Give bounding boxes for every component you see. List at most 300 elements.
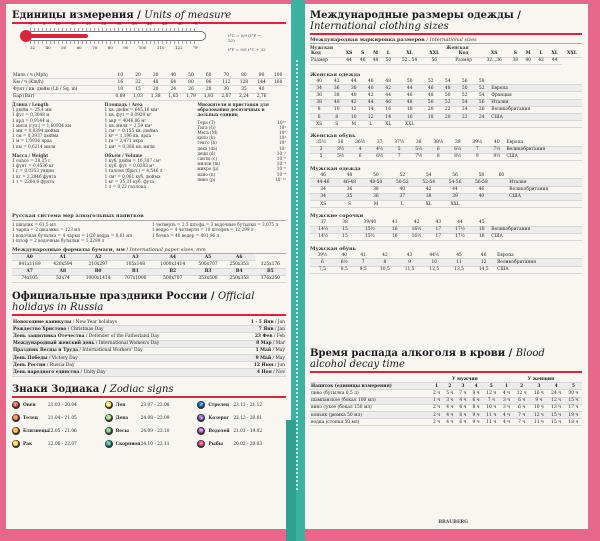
- female-shoes-cell: 38½: [427, 140, 449, 147]
- female-clothes-row: [310, 85, 582, 92]
- shirts-cell: 38: [337, 219, 354, 226]
- shirts-cell: 17: [430, 226, 447, 233]
- male-clothes-cell: 38: [363, 186, 389, 193]
- male-clothes-cell: 50-52: [389, 179, 415, 186]
- female-clothes-cell: 26: [473, 106, 490, 113]
- alcohol-cell: шампанское (бокал 100 мл): [310, 397, 430, 404]
- alcohol-cell: 19 ч: [565, 411, 582, 418]
- speed-cell: 2,24: [235, 93, 253, 100]
- right-page: [304, 4, 588, 529]
- female-shoes-cell: 7½: [488, 146, 505, 153]
- marking-cell: L: [535, 50, 548, 57]
- female-clothes-cell: Великобритания: [490, 106, 582, 113]
- zodiac-icon: ♓: [198, 441, 205, 447]
- alcohol-cell: 4 ч: [500, 411, 513, 418]
- marking-cell: S: [509, 50, 522, 57]
- fahrenheit-tick-label: 32: [30, 45, 36, 50]
- paper-cell: B2: [153, 268, 192, 275]
- male-shoes-cell: 7,5: [310, 266, 335, 273]
- female-clothes-cell: 12: [362, 113, 379, 120]
- celsius-tick-label: 0: [30, 21, 33, 26]
- shirts-cell: 15½: [353, 226, 386, 233]
- alcohol-cell: 11 ч: [530, 419, 547, 426]
- female-shoes-cell: 36: [332, 140, 349, 147]
- female-shoes-row: [310, 146, 582, 153]
- male-clothes-cell: 35: [336, 193, 362, 200]
- male-shoes-row: [310, 266, 582, 273]
- alcohol-cell: 12 ч: [548, 397, 565, 404]
- female-shoes-cell: 3½: [332, 146, 349, 153]
- alcohol-cell: 2 ч: [430, 404, 443, 411]
- male-shoes-row: [310, 252, 582, 259]
- shirts-cell: 18: [473, 226, 490, 233]
- alcohol-cell: 15 ч: [565, 397, 582, 404]
- speed-cell: 2,07: [217, 93, 235, 100]
- holiday-row: [12, 354, 286, 361]
- male-shoes-cell: 42: [373, 252, 398, 259]
- male-clothes-cell: 36: [363, 193, 389, 200]
- male-clothes-cell: S: [336, 201, 362, 208]
- prefix-value: 10⁹: [279, 124, 287, 130]
- speed-cell: 35: [235, 86, 253, 93]
- holiday-row: [12, 362, 286, 369]
- alcohol-cell: 10 ч: [483, 404, 500, 411]
- alcohol-decay-section: [310, 348, 582, 426]
- female-clothes-cell: 54: [456, 99, 473, 106]
- female-shoes-cell: 3: [310, 146, 332, 153]
- male-clothes-cell: 56-58: [468, 179, 494, 186]
- holiday-date-ru: 23 Фев: [254, 333, 273, 339]
- paper-cell: 1000x1414: [78, 275, 117, 282]
- holiday-name: [12, 354, 232, 361]
- fahrenheit-tick-label: 100: [138, 45, 147, 50]
- zodiac-dates: 22.05 - 21.06: [48, 428, 77, 434]
- holiday-name-en: / Christmas Day: [66, 326, 104, 332]
- speed-cell: 80: [182, 79, 200, 86]
- speed-cell: Км / ч (Km/h): [12, 79, 112, 86]
- paper-cell: A5: [192, 254, 223, 261]
- holidays-heading: Официальные праздники России / Official holidays in Russia: [12, 291, 286, 316]
- zodiac-dates: 24.08 - 23.09: [140, 415, 170, 421]
- zodiac-name: Близнецы: [23, 428, 49, 434]
- female-clothes-cell: XS: [310, 121, 328, 128]
- female-shoes-cell: 40: [488, 140, 505, 147]
- paper-cell: 125x176: [255, 261, 286, 268]
- alcohol-cell: водка (стопка 50 мл): [310, 419, 430, 426]
- female-clothes-cell: 40: [328, 99, 345, 106]
- female-clothes-cell: 54: [439, 78, 456, 85]
- fahrenheit-tick-label: 70: [92, 45, 98, 50]
- shirts-cell: 14½: [310, 226, 337, 233]
- shirts-cell: 17½: [447, 226, 474, 233]
- fahrenheit-tick-label: °F: [193, 45, 198, 50]
- alcohol-cell: 15 ч: [548, 411, 565, 418]
- female-clothes-cell: 36: [310, 92, 328, 99]
- male-clothes-cell: 54: [416, 172, 442, 179]
- female-shoes-cell: 7½: [410, 153, 427, 160]
- zodiac-icon: ♒: [198, 428, 205, 434]
- alcohol-cell: 11 ч: [483, 411, 500, 418]
- female-clothes-cell: 14: [362, 106, 379, 113]
- measure-lists: [12, 102, 286, 189]
- celsius-tick-label: 5: [42, 21, 46, 26]
- paper-row: [12, 268, 286, 275]
- alcohol-cell: 17 ч: [565, 404, 582, 411]
- holiday-name: [12, 340, 232, 347]
- paper-cell: A7: [12, 268, 47, 275]
- marking-cell: 40: [522, 57, 535, 64]
- speed-cell: 1,93: [200, 93, 218, 100]
- paper-row: [12, 254, 286, 261]
- zodiac-sign: [105, 401, 194, 409]
- zodiac-sign: [12, 401, 101, 409]
- zodiac-sign: [197, 427, 286, 435]
- male-clothes-cell: 48: [336, 172, 362, 179]
- holiday-date: [232, 333, 286, 340]
- marking-cell: M: [522, 50, 535, 57]
- male-shoes-cell: 46: [471, 252, 496, 259]
- mass-item: 1 кг = 2,2046 фунта: [12, 173, 57, 179]
- alcohol-cell: 4 ч: [443, 419, 456, 426]
- male-clothes-cell: 40: [468, 193, 494, 200]
- female-clothes-cell: XL: [379, 121, 397, 128]
- male-shoes-cell: 14,5: [471, 266, 496, 273]
- male-shoes-cell: 9,5: [354, 266, 373, 273]
- female-clothes-cell: 58: [473, 78, 490, 85]
- female-clothes-cell: 48: [397, 99, 422, 106]
- female-clothes-cell: M: [345, 121, 362, 128]
- paper-cell: A8: [47, 268, 78, 275]
- female-clothes-cell: 12: [345, 106, 362, 113]
- alcohol-col: 2: [513, 383, 530, 390]
- female-clothes-cell: 52: [456, 92, 473, 99]
- bookmark-ribbon: [286, 420, 296, 541]
- male-clothes-cell: 38: [416, 193, 442, 200]
- female-clothes-cell: Европа: [490, 85, 582, 92]
- alcohol-cell: вино сухое (бокал 150 мл): [310, 404, 430, 411]
- female-clothes-row: [310, 78, 582, 85]
- female-shoes-cell: 4: [349, 146, 371, 153]
- alcohol-header-empty: [310, 376, 430, 383]
- shirts-cell: 16: [386, 233, 403, 240]
- female-clothes-cell: 48: [422, 92, 439, 99]
- alcohol-subheader-row: [310, 383, 582, 390]
- speed-cell: 160: [270, 79, 286, 86]
- female-clothes-cell: S: [328, 121, 345, 128]
- paper-cell: 210x297: [78, 261, 117, 268]
- speed-cell: 96: [200, 79, 218, 86]
- male-shoes-cell: 6½: [335, 259, 354, 266]
- female-clothes-cell: [490, 78, 582, 85]
- area-item: 1 акр = 4046,86 м²: [104, 117, 147, 123]
- paper-cell: 176x250: [255, 275, 286, 282]
- celsius-tick-label: °C: [192, 21, 198, 26]
- male-clothes-row: [310, 186, 582, 193]
- paper-cell: 500x707: [192, 261, 223, 268]
- female-shoes-cell: 5: [310, 153, 332, 160]
- alcohol-cell: 12 ч: [530, 411, 547, 418]
- holiday-name-ru: Новогодние каникулы: [13, 319, 72, 325]
- male-clothes-row: [310, 172, 582, 179]
- alcohol-col: 1: [430, 383, 443, 390]
- paper-cell: B3: [192, 268, 223, 275]
- prefix-name: санти (c): [197, 156, 218, 162]
- male-shoes-cell: 45: [447, 252, 472, 259]
- shirts-cell: Великобритания: [490, 226, 582, 233]
- holiday-name-ru: Рождество Христово: [13, 326, 67, 332]
- zodiac-sign: [105, 440, 194, 448]
- speed-cell: 1,03: [129, 93, 147, 100]
- male-shoes-cell: 8: [373, 259, 398, 266]
- speed-cell: 40: [164, 72, 182, 79]
- speed-cell: 30: [147, 72, 165, 79]
- male-clothes-cell: 52: [389, 172, 415, 179]
- alcohol-cell: 24 ч: [548, 390, 565, 397]
- marking-cell: L: [382, 50, 395, 57]
- holiday-row: [12, 340, 286, 347]
- male-clothes-cell: 34: [310, 186, 336, 193]
- zodiac-icon: ♍: [105, 415, 112, 421]
- fahrenheit-tick-label: 60: [76, 45, 82, 50]
- alcohol-cell: 9 ч: [470, 390, 483, 397]
- shirts-cell: 42: [403, 219, 430, 226]
- holiday-date: [232, 347, 286, 354]
- zodiac-name: Рак: [23, 441, 33, 447]
- alcohol-cell: 6 ч: [456, 419, 469, 426]
- female-clothes-cell: 52: [473, 85, 490, 92]
- holiday-row: [12, 326, 286, 333]
- female-shoes-cell: 5½: [410, 146, 427, 153]
- alcohol-measure-item: 1 шкалик = 61,5 мл: [12, 222, 56, 228]
- female-shoes-cell: 7: [388, 153, 410, 160]
- zodiac-name: Водолей: [208, 428, 230, 434]
- paper-cell: 74x105: [12, 275, 47, 282]
- paper-sizes: Международные форматы бумаги, мм / International paper sizes, mm A0 A1 A2 A3 A4 A5 A6 841x1189 420x594 210x297 105x148 1000x1414 500x707 250x353 125x176 A7 A8 B0 B1 B2 B3 B4 B5 74x105 52x74 1000x1414 707x1000 500x707 353x500 250x353 176x250: [12, 248, 286, 283]
- female-clothes-cell: [439, 121, 456, 128]
- holiday-name-ru: Праздник Весны и Труда: [13, 348, 78, 354]
- alcohol-cell: 30 ч: [565, 390, 582, 397]
- prefix-name: микро (µ): [197, 166, 219, 172]
- marking-cell: M: [369, 50, 382, 57]
- shirts-cell: 16: [386, 226, 403, 233]
- female-clothes-cell: 46: [422, 85, 439, 92]
- alcohol-cell: 8 ч: [470, 404, 483, 411]
- female-clothes-cell: 24: [456, 106, 473, 113]
- shirts-cell: 15: [337, 226, 354, 233]
- male-clothes-cell: [508, 172, 582, 179]
- alcohol-cell: 16 ч: [530, 390, 547, 397]
- female-clothes-cell: 46: [362, 78, 379, 85]
- holiday-date: [232, 319, 286, 326]
- marking-cell: XL: [395, 50, 424, 57]
- female-clothes-cell: 8: [310, 106, 328, 113]
- alcohol-row: [310, 404, 582, 411]
- holiday-name-en: / Defender of the Fatherland Day: [84, 333, 160, 339]
- mass-item: 1 фунт = 0,4536 кг: [12, 163, 54, 169]
- male-clothes-cell: [468, 201, 494, 208]
- alcohol-row: [310, 390, 582, 397]
- male-shoes-cell: 6: [310, 259, 335, 266]
- alcohol-cell: 11 ч: [483, 419, 500, 426]
- holiday-name-ru: День Победы: [13, 355, 48, 361]
- female-clothes-cell: 40: [310, 78, 328, 85]
- marking-cell: 50: [382, 57, 395, 64]
- female-clothes-cell: 44: [379, 92, 397, 99]
- alcohol-col: 5: [565, 383, 582, 390]
- female-clothes-cell: 10: [345, 113, 362, 120]
- female-clothes-cell: 48: [379, 78, 397, 85]
- prefix-name: пико (p): [197, 176, 216, 182]
- marking-cell: XL: [547, 50, 561, 57]
- alcohol-cell: 2 ч: [430, 411, 443, 418]
- shirts-cell: 14½: [310, 233, 337, 240]
- length-item: 1 ярд = 0,9144 м: [12, 117, 50, 123]
- male-shoes-cell: 10: [422, 259, 447, 266]
- prefix-name: нано (n): [197, 171, 216, 177]
- female-clothes-cell: L: [362, 121, 379, 128]
- female-clothes-cell: 42: [328, 78, 345, 85]
- female-clothes-cell: 38: [328, 92, 345, 99]
- zodiac-dates: 21.03 - 20.04: [48, 402, 77, 408]
- holiday-name-ru: День России: [13, 362, 46, 368]
- alcohol-cell: 7 ч: [513, 411, 530, 418]
- holiday-date: [232, 354, 286, 361]
- paper-row: [12, 261, 286, 268]
- female-clothes-cell: 18: [397, 106, 422, 113]
- female-shoes-cell: 9½: [488, 153, 505, 160]
- alcohol-cell: 4 ч: [500, 419, 513, 426]
- holiday-name: [12, 326, 232, 333]
- female-clothes-cell: 56: [473, 99, 490, 106]
- alcohol-header-drink: Напиток (единицы измерения): [310, 383, 430, 390]
- paper-cell: 841x1189: [12, 261, 47, 268]
- female-clothes-cell: 10: [328, 106, 345, 113]
- prefix-value: 10⁻⁹: [276, 171, 287, 177]
- prefix-name: милли (m): [197, 161, 221, 167]
- shirts-cell: 15½: [353, 233, 386, 240]
- holiday-date-en: / Jan: [273, 326, 285, 332]
- speed-cell: 70: [217, 72, 235, 79]
- marking-cell: 44: [342, 57, 357, 64]
- female-shoes-cell: 37½: [388, 140, 410, 147]
- alcohol-measure-item: 1 ведро = 4 четверти = 10 штофов = 12,299 л: [152, 227, 254, 233]
- celsius-tick-label: 30: [116, 21, 122, 26]
- alcohol-header-female: У женщин: [500, 376, 582, 383]
- male-clothes-cell: Великобритания: [508, 186, 582, 193]
- units-heading: Единицы измерения / Units of measure: [12, 10, 286, 24]
- holiday-name-ru: День народного единства: [13, 369, 80, 375]
- female-shoes-cell: 8½: [449, 153, 466, 160]
- speed-cell: 20: [147, 86, 165, 93]
- female-clothes-row: [310, 106, 582, 113]
- female-clothes-cell: 20: [422, 106, 439, 113]
- holiday-name: [12, 362, 232, 369]
- zodiac-sign: [12, 440, 101, 448]
- paper-cell: 105x148: [118, 261, 153, 268]
- alcohol-cell: 12 ч: [483, 390, 500, 397]
- shirts-row: [310, 233, 582, 240]
- holiday-name-en: / Victory Day: [47, 355, 78, 361]
- female-clothes-cell: [456, 121, 473, 128]
- holiday-row: [12, 319, 286, 326]
- speed-cell: Фунт / кв. дюйм (Lb / Sq. in): [12, 86, 112, 93]
- female-clothes-cell: 50: [422, 99, 439, 106]
- brand-logo: BRAUBERG: [438, 520, 468, 525]
- female-clothes-cell: 46: [397, 92, 422, 99]
- prefix-value: 10⁻¹²: [275, 176, 287, 182]
- zodiac-name: Телец: [23, 415, 38, 421]
- zodiac-dates: 20.02 - 20.03: [233, 441, 263, 447]
- female-shoes-cell: 35½: [310, 140, 332, 147]
- holiday-date-en: / Jun: [273, 362, 285, 368]
- holiday-name-ru: День защитника Отечества: [13, 333, 85, 339]
- shirts-cell: 43: [430, 219, 447, 226]
- shirts-cell: 18: [473, 233, 490, 240]
- male-shoes-cell: США: [496, 266, 582, 273]
- celsius-tick-label: 35: [131, 21, 137, 26]
- alcohol-cell: 7 ч: [513, 419, 530, 426]
- female-clothes-row: [310, 99, 582, 106]
- holiday-name-ru: Международный женский день: [13, 341, 95, 347]
- fahrenheit-tick-label: 90: [123, 45, 129, 50]
- male-shoes-cell: 8,5: [335, 266, 354, 273]
- speed-cell: 40: [253, 86, 271, 93]
- shirts-cell: 15: [337, 233, 354, 240]
- marking-cell: 46: [356, 57, 369, 64]
- holiday-name: [12, 319, 232, 326]
- speed-row: [12, 86, 286, 93]
- male-clothes-cell: 54-56: [442, 179, 468, 186]
- length-item: 1 дюйм = 25,4 мм: [12, 107, 52, 113]
- celsius-tick-label: 50: [177, 21, 183, 26]
- holiday-date-ru: 1 Май: [255, 348, 272, 354]
- female-clothes-cell: 50: [439, 92, 456, 99]
- speed-cell: 32: [129, 79, 147, 86]
- paper-cell: 1000x1414: [153, 261, 192, 268]
- zodiac-sign: [105, 427, 194, 435]
- alcohol-row: [310, 419, 582, 426]
- area-item: 1 кв. дюйм = 645,16 мм²: [104, 107, 159, 113]
- prefix-name: Тера (T): [197, 119, 216, 125]
- speed-cell: 10: [112, 86, 130, 93]
- speed-cell: 100: [270, 72, 286, 79]
- area-item: 1 см² = 0,155 кв. дюйма: [104, 128, 158, 134]
- female-shoes-row: [310, 140, 582, 147]
- alcohol-cell: 6 ч: [456, 411, 469, 418]
- female-clothes-cell: 52: [439, 99, 456, 106]
- male-shoes-cell: 9: [397, 259, 422, 266]
- celsius-tick-label: 15: [70, 21, 76, 26]
- zodiac-dates: 21.01 - 19.02: [233, 428, 263, 434]
- thermometer-mercury: [28, 34, 88, 38]
- speed-pressure-table: [12, 72, 286, 101]
- female-clothes-cell: 48: [439, 85, 456, 92]
- zodiac-grid: [12, 401, 286, 448]
- female-clothes-cell: 56: [456, 78, 473, 85]
- alcohol-cell: 10 ч: [530, 404, 547, 411]
- female-shoes-cell: 6: [349, 153, 371, 160]
- alcohol-cell: 2 ч: [430, 390, 443, 397]
- shirts-cell: США: [490, 233, 582, 240]
- alcohol-cell: 4 ч: [456, 397, 469, 404]
- male-clothes-cell: 39: [442, 193, 468, 200]
- holiday-row: [12, 347, 286, 354]
- marking-cell: Размер: [448, 57, 480, 64]
- holiday-date-en: / Feb: [272, 333, 285, 339]
- holiday-date: [232, 340, 286, 347]
- male-shoes-cell: 41: [354, 252, 373, 259]
- marking-cell: Код: [310, 50, 342, 57]
